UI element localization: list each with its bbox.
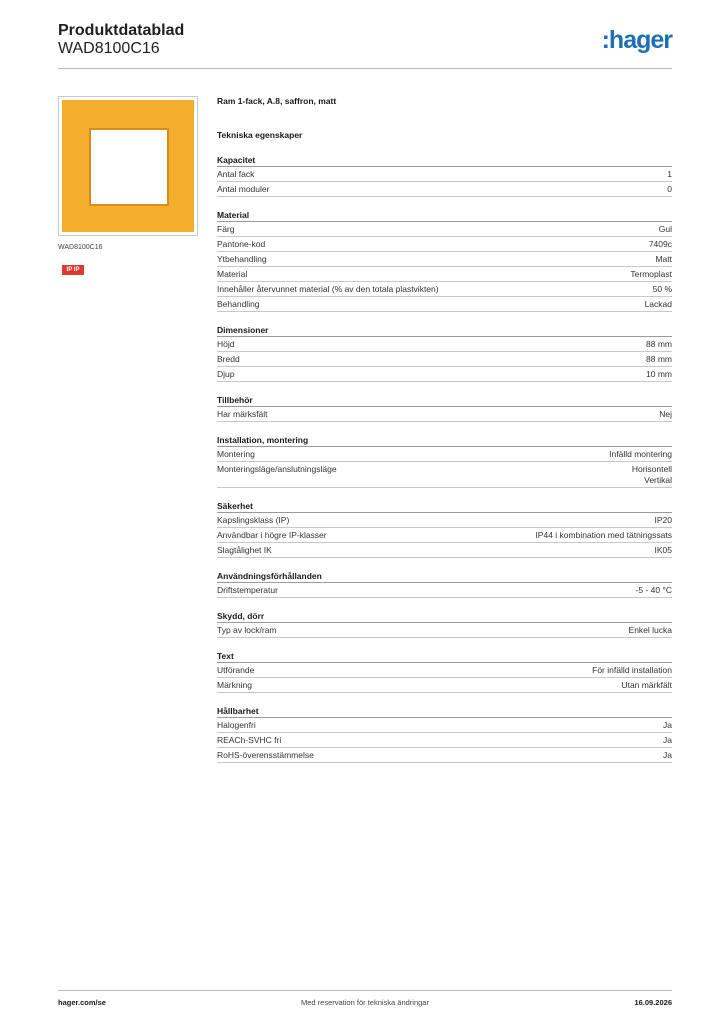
- spec-row: [217, 297, 672, 312]
- spec-row: [217, 182, 672, 197]
- spec-label: Montering: [217, 449, 255, 459]
- ip-badge-icon: IP IP: [62, 265, 84, 275]
- spec-value: Horisontell Vertikal: [631, 464, 672, 485]
- spec-section: [217, 209, 672, 312]
- section-title: Användningsförhållanden: [217, 570, 672, 583]
- spec-section: [217, 705, 672, 763]
- spec-row: [217, 462, 672, 488]
- spec-row: [217, 237, 672, 252]
- spec-value: Ja: [663, 750, 672, 760]
- section-title: Säkerhet: [217, 500, 672, 513]
- spec-value: 88 mm: [646, 339, 672, 349]
- spec-sections: [217, 154, 672, 763]
- spec-row: [217, 733, 672, 748]
- spec-row: [217, 337, 672, 352]
- spec-value: Lackad: [644, 299, 672, 309]
- spec-label: Bredd: [217, 354, 240, 364]
- section-title: Material: [217, 209, 672, 222]
- spec-label: Färg: [217, 224, 235, 234]
- product-image-caption: WAD8100C16: [58, 244, 103, 251]
- spec-label: Halogenfri: [217, 720, 256, 730]
- spec-section: [217, 324, 672, 382]
- spec-row: [217, 447, 672, 462]
- spec-section: [217, 154, 672, 197]
- product-image: [58, 96, 198, 236]
- footer-website-link[interactable]: hager.com/se: [58, 998, 106, 1007]
- spec-row: [217, 718, 672, 733]
- spec-label: Märkning: [217, 680, 252, 690]
- spec-label: Höjd: [217, 339, 235, 349]
- spec-label: Ytbehandling: [217, 254, 267, 264]
- spec-label: Material: [217, 269, 248, 279]
- product-code: WAD8100C16: [58, 40, 160, 57]
- spec-label: Antal moduler: [217, 184, 270, 194]
- spec-row: [217, 748, 672, 763]
- spec-row: [217, 367, 672, 382]
- spec-label: Kapslingsklass (IP): [217, 515, 290, 525]
- spec-row: [217, 513, 672, 528]
- section-title: Text: [217, 650, 672, 663]
- spec-row: [217, 222, 672, 237]
- spec-value: 10 mm: [646, 369, 672, 379]
- document-title: Produktdatablad: [58, 22, 185, 39]
- spec-row: [217, 663, 672, 678]
- spec-value: Enkel lucka: [628, 625, 672, 635]
- section-title: Skydd, dörr: [217, 610, 672, 623]
- section-title: Tillbehör: [217, 394, 672, 407]
- spec-value: Utan märkfält: [621, 680, 672, 690]
- spec-value: 7409c: [648, 239, 672, 249]
- spec-section: [217, 650, 672, 693]
- spec-label: Pantone-kod: [217, 239, 266, 249]
- section-title: Installation, montering: [217, 434, 672, 447]
- spec-content: [217, 96, 672, 763]
- spec-section: [217, 500, 672, 558]
- spec-label: Slagtålighet IK: [217, 545, 272, 555]
- spec-value: Matt: [655, 254, 672, 264]
- frame-opening: [89, 128, 169, 206]
- spec-label: Typ av lock/ram: [217, 625, 277, 635]
- spec-value: 0: [667, 184, 672, 194]
- spec-label: Utförande: [217, 665, 255, 675]
- spec-row: [217, 543, 672, 558]
- spec-label: Användbar i högre IP-klasser: [217, 530, 327, 540]
- spec-value: 1: [667, 169, 672, 179]
- spec-value: IK05: [654, 545, 672, 555]
- spec-label: RoHS-överensstämmelse: [217, 750, 314, 760]
- spec-row: [217, 528, 672, 543]
- spec-value: Ja: [663, 735, 672, 745]
- section-title: Kapacitet: [217, 154, 672, 167]
- spec-row: [217, 282, 672, 297]
- spec-row: [217, 352, 672, 367]
- spec-value: Nej: [659, 409, 672, 419]
- spec-label: Monteringsläge/anslutningsläge: [217, 464, 337, 474]
- spec-section: [217, 610, 672, 638]
- spec-section: [217, 394, 672, 422]
- spec-value: För infälld installation: [592, 665, 672, 675]
- spec-value: Termoplast: [630, 269, 672, 279]
- spec-value: 50 %: [652, 284, 672, 294]
- spec-value: Infälld montering: [609, 449, 672, 459]
- frame-image: [62, 100, 194, 232]
- spec-label: Antal fack: [217, 169, 255, 179]
- footer-disclaimer: Med reservation för tekniska ändringar: [301, 998, 429, 1007]
- spec-label: Behandling: [217, 299, 260, 309]
- spec-row: [217, 407, 672, 422]
- spec-value: IP44 i kombination med tätningssats: [535, 530, 672, 540]
- spec-value: IP20: [654, 515, 672, 525]
- spec-row: [217, 623, 672, 638]
- product-name: Ram 1-fack, A.8, saffron, matt: [217, 96, 337, 106]
- spec-label: Djup: [217, 369, 235, 379]
- page-header: [58, 20, 672, 70]
- header-divider: [58, 68, 672, 69]
- spec-row: [217, 678, 672, 693]
- spec-section: [217, 434, 672, 488]
- spec-label: Har märksfält: [217, 409, 268, 419]
- section-title: Dimensioner: [217, 324, 672, 337]
- tech-heading: Tekniska egenskaper: [217, 130, 303, 140]
- footer-date: 16.09.2026: [634, 998, 672, 1007]
- section-title: Hållbarhet: [217, 705, 672, 718]
- hager-logo: :hager: [601, 26, 672, 54]
- spec-row: [217, 252, 672, 267]
- spec-value: -5 - 40 °C: [635, 585, 672, 595]
- footer-divider: [58, 990, 672, 991]
- spec-label: REACh-SVHC fri: [217, 735, 282, 745]
- spec-section: [217, 570, 672, 598]
- spec-row: [217, 167, 672, 182]
- spec-value: Ja: [663, 720, 672, 730]
- spec-value: Gul: [658, 224, 672, 234]
- spec-value: 88 mm: [646, 354, 672, 364]
- spec-row: [217, 583, 672, 598]
- spec-label: Driftstemperatur: [217, 585, 278, 595]
- spec-label: Innehåller återvunnet material (% av den totala plastvikten): [217, 284, 439, 294]
- spec-row: [217, 267, 672, 282]
